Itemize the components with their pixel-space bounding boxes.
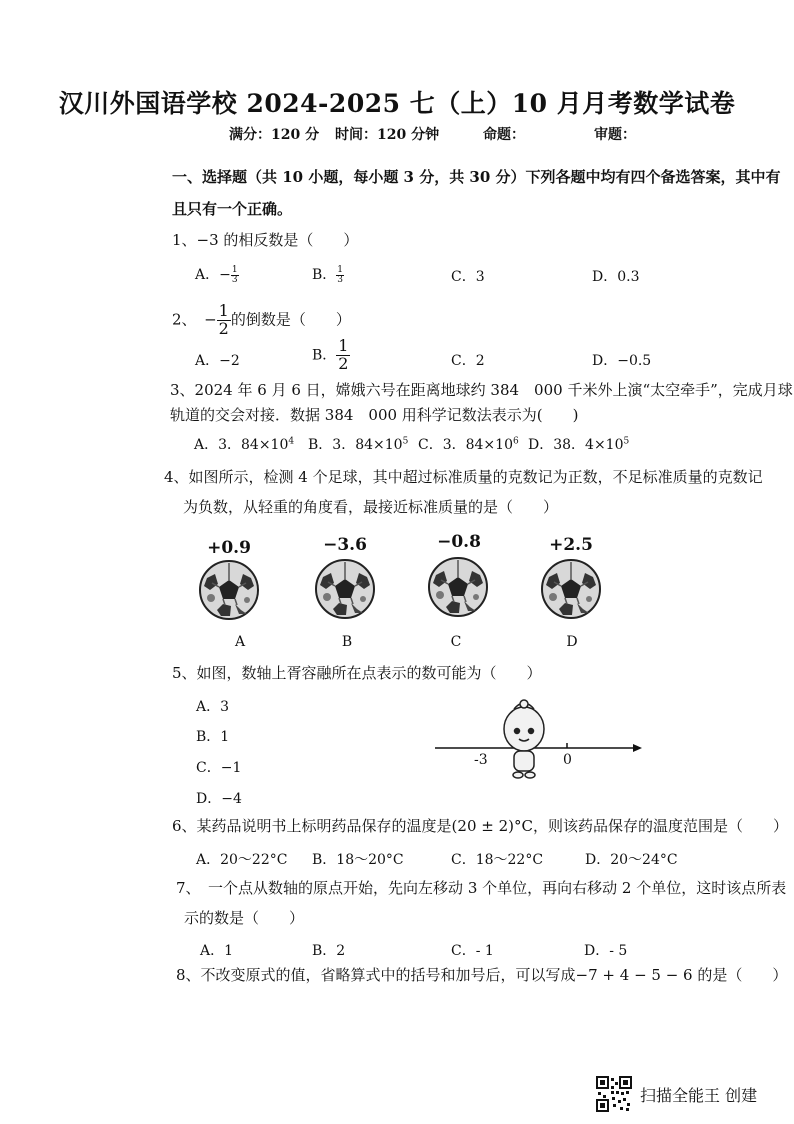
reviewer-label: 审题： [594, 127, 636, 143]
full-marks: 满分：120 分 [229, 127, 320, 143]
q4-stem-line1: 4、如图所示，检测 4 个足球，其中超过标准质量的克数记为正数，不足标准质量的克数记 [164, 468, 763, 486]
ball-c-letter: C [450, 634, 462, 650]
q3-stem-line2: 轨道的交会对接．数据 384 000 用科学记数法表示为( ) [170, 406, 579, 424]
q2-option-a: A．−2 [195, 353, 240, 369]
ball-d-value: +2.5 [549, 535, 593, 555]
section-heading-line1: 一、选择题（共 10 小题，每小题 3 分，共 30 分）下列各题中均有四个备选答案，其中有 [172, 168, 781, 186]
q6-option-c: C．18～22°C [451, 852, 544, 868]
q1-option-d: D．0.3 [592, 269, 640, 285]
q1-option-b: B． $\frac{1}{3}$ [312, 264, 344, 285]
q5-option-b: B．1 [196, 729, 230, 745]
ball-a-value: +0.9 [207, 538, 251, 558]
ball-b-value: −3.6 [323, 535, 367, 555]
ball-b-letter: B [341, 634, 353, 650]
q3-option-b: B．3．$84\times 10^5$ [308, 436, 409, 453]
axis-label-neg3: -3 [474, 752, 488, 768]
soccer-ball-b [316, 560, 374, 618]
q2-option-b: B． $\frac{1}{2}$ [312, 336, 349, 373]
q7-stem-line2: 示的数是（ ） [184, 909, 305, 927]
ball-d-letter: D [566, 634, 578, 650]
q5-option-c: C．−1 [196, 760, 242, 776]
mascot-icon [504, 700, 544, 778]
q3-option-a: A．3．$84\times 10^4$ [194, 436, 295, 453]
q3-option-d: D．38．$4\times 10^5$ [528, 436, 630, 453]
q6-option-b: B．18～20°C [312, 852, 404, 868]
soccer-ball-a [200, 561, 258, 619]
q5-option-a: A．3 [196, 699, 230, 715]
exam-time: 时间：120 分钟 [335, 127, 440, 143]
q7-option-b: B．2 [312, 943, 346, 959]
setter-label: 命题： [483, 127, 525, 143]
q7-stem-line1: 7、 一个点从数轴的原点开始，先向左移动 3 个单位，再向右移动 2 个单位，这时该点所表 [176, 879, 787, 897]
q6-option-d: D．20～24°C [585, 852, 678, 868]
q3-option-c: C．3．$84\times 10^6$ [418, 436, 519, 453]
scanner-brand: 扫描全能王 创建 [640, 1086, 758, 1105]
q4-stem-line2: 为负数，从轻重的角度看，最接近标准质量的是（ ） [183, 498, 559, 516]
q7-option-c: C．- 1 [451, 943, 494, 959]
ball-a-letter: A [234, 634, 246, 650]
q2-option-c: C．2 [451, 353, 485, 369]
axis-arrow-icon [633, 744, 642, 752]
qr-code-icon [596, 1076, 632, 1112]
soccer-ball-c [429, 558, 487, 616]
q7-option-a: A．1 [200, 943, 234, 959]
q6-stem: 6、某药品说明书上标明药品保存的温度是(20 ± 2)°C，则该药品保存的温度范围是（ ） [172, 817, 788, 835]
q1-stem: 1、−3 的相反数是（ ） [172, 231, 359, 249]
q8-stem: 8、不改变原式的值，省略算式中的括号和加号后，可以写成−7 + 4 − 5 − 6 的是（ ） [176, 966, 788, 984]
q7-option-d: D．- 5 [584, 943, 628, 959]
soccer-balls-figure [195, 555, 625, 625]
q1-option-a: A．− $\frac{1}{3}$ [195, 264, 238, 285]
q5-stem: 5、如图，数轴上胥容融所在点表示的数可能为（ ） [172, 664, 542, 682]
exam-title: 汉川外国语学校 2024-2025 七（上）10 月月考数学试卷 [58, 89, 736, 118]
soccer-ball-d [542, 560, 600, 618]
ball-c-value: −0.8 [437, 532, 481, 552]
q6-option-a: A．20～22°C [196, 852, 288, 868]
axis-label-zero: 0 [563, 752, 572, 768]
q5-option-d: D．−4 [196, 791, 242, 807]
q2-stem: 2、 − $\frac{1}{2}$ 的倒数是（ ） [172, 301, 351, 338]
number-line-figure [430, 695, 650, 785]
section-heading-line2: 且只有一个正确。 [172, 200, 293, 218]
q1-option-c: C．3 [451, 269, 485, 285]
q3-stem-line1: 3、2024 年 6 月 6 日，嫦娥六号在距离地球约 384 000 千米外上演“太空牵手”，完成月球 [170, 381, 793, 399]
q2-option-d: D．−0.5 [592, 353, 652, 369]
